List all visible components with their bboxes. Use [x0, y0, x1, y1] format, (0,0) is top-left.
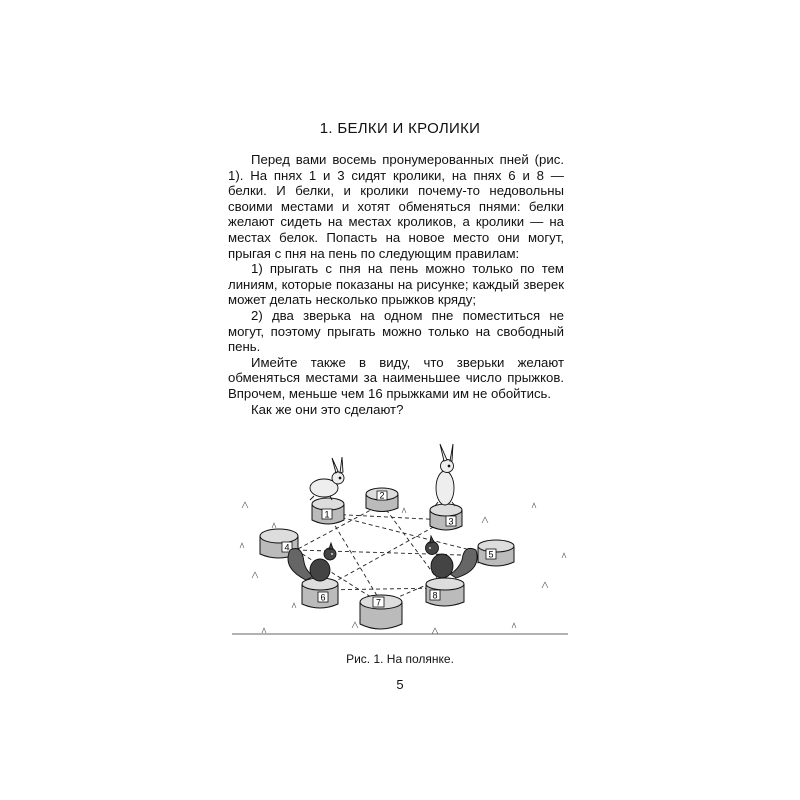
- squirrel-icon: [426, 536, 478, 578]
- stumps-diagram: [232, 438, 568, 644]
- rabbit-icon: [310, 457, 344, 500]
- clearing-illustration: [232, 438, 568, 644]
- puzzle-text: [228, 152, 564, 417]
- stump-6-number: 6: [320, 592, 326, 603]
- section-heading: 1. БЕЛКИ И КРОЛИКИ: [319, 120, 481, 137]
- paragraph-rule-1: 1) прыгать с пня на пень можно только по тем линиям, которые показаны на рисунке; каждый зверек может делать несколько прыжков кряду;: [228, 261, 564, 308]
- grass-texture: [240, 502, 566, 634]
- stump-8-number: 8: [432, 590, 438, 601]
- stump-7-number: 7: [375, 597, 382, 608]
- stump-1-number: 1: [324, 509, 330, 520]
- stump-8[interactable]: [426, 578, 464, 606]
- stump-3[interactable]: [430, 504, 462, 530]
- stump-1[interactable]: [312, 498, 344, 524]
- page-number: 5: [396, 677, 404, 692]
- stump-5-number: 5: [488, 549, 494, 560]
- paragraph-note: Имейте также в виду, что зверьки желают обменяться местами за наименьшее число прыжков. Впрочем, меньше чем 16 прыжками им не обойтись.: [228, 354, 564, 401]
- squirrel-icon: [288, 543, 336, 581]
- rabbit-icon: [435, 444, 455, 506]
- stump-4-number: 4: [284, 542, 290, 553]
- stump-7[interactable]: [360, 595, 402, 629]
- paragraph-question: Как же они это сделают?: [251, 401, 404, 417]
- paragraph-intro: Перед вами восемь пронумерованных пней (рис. 1). На пнях 1 и 3 сидят кролики, на пнях 6 и 8 — белки. И белки, и кролики почему-то недовольны своими местами и хотят обменяться пнями: белки желают сидеть на местах кроликов, а кролики — на местах белок. Попасть на новое место они могут, прыгая с пня на пень по следующим правилам:: [228, 152, 564, 261]
- figure-caption: Рис. 1. На полянке.: [346, 652, 454, 666]
- stump-6[interactable]: [302, 578, 338, 608]
- stump-3-number: 3: [448, 516, 454, 527]
- stump-2[interactable]: [366, 488, 398, 512]
- stump-5[interactable]: [478, 540, 514, 566]
- stump-2-number: 2: [379, 490, 385, 501]
- paragraph-rule-2: 2) два зверька на одном пне поместиться не могут, поэтому прыгать можно только на свободный пень.: [228, 307, 564, 355]
